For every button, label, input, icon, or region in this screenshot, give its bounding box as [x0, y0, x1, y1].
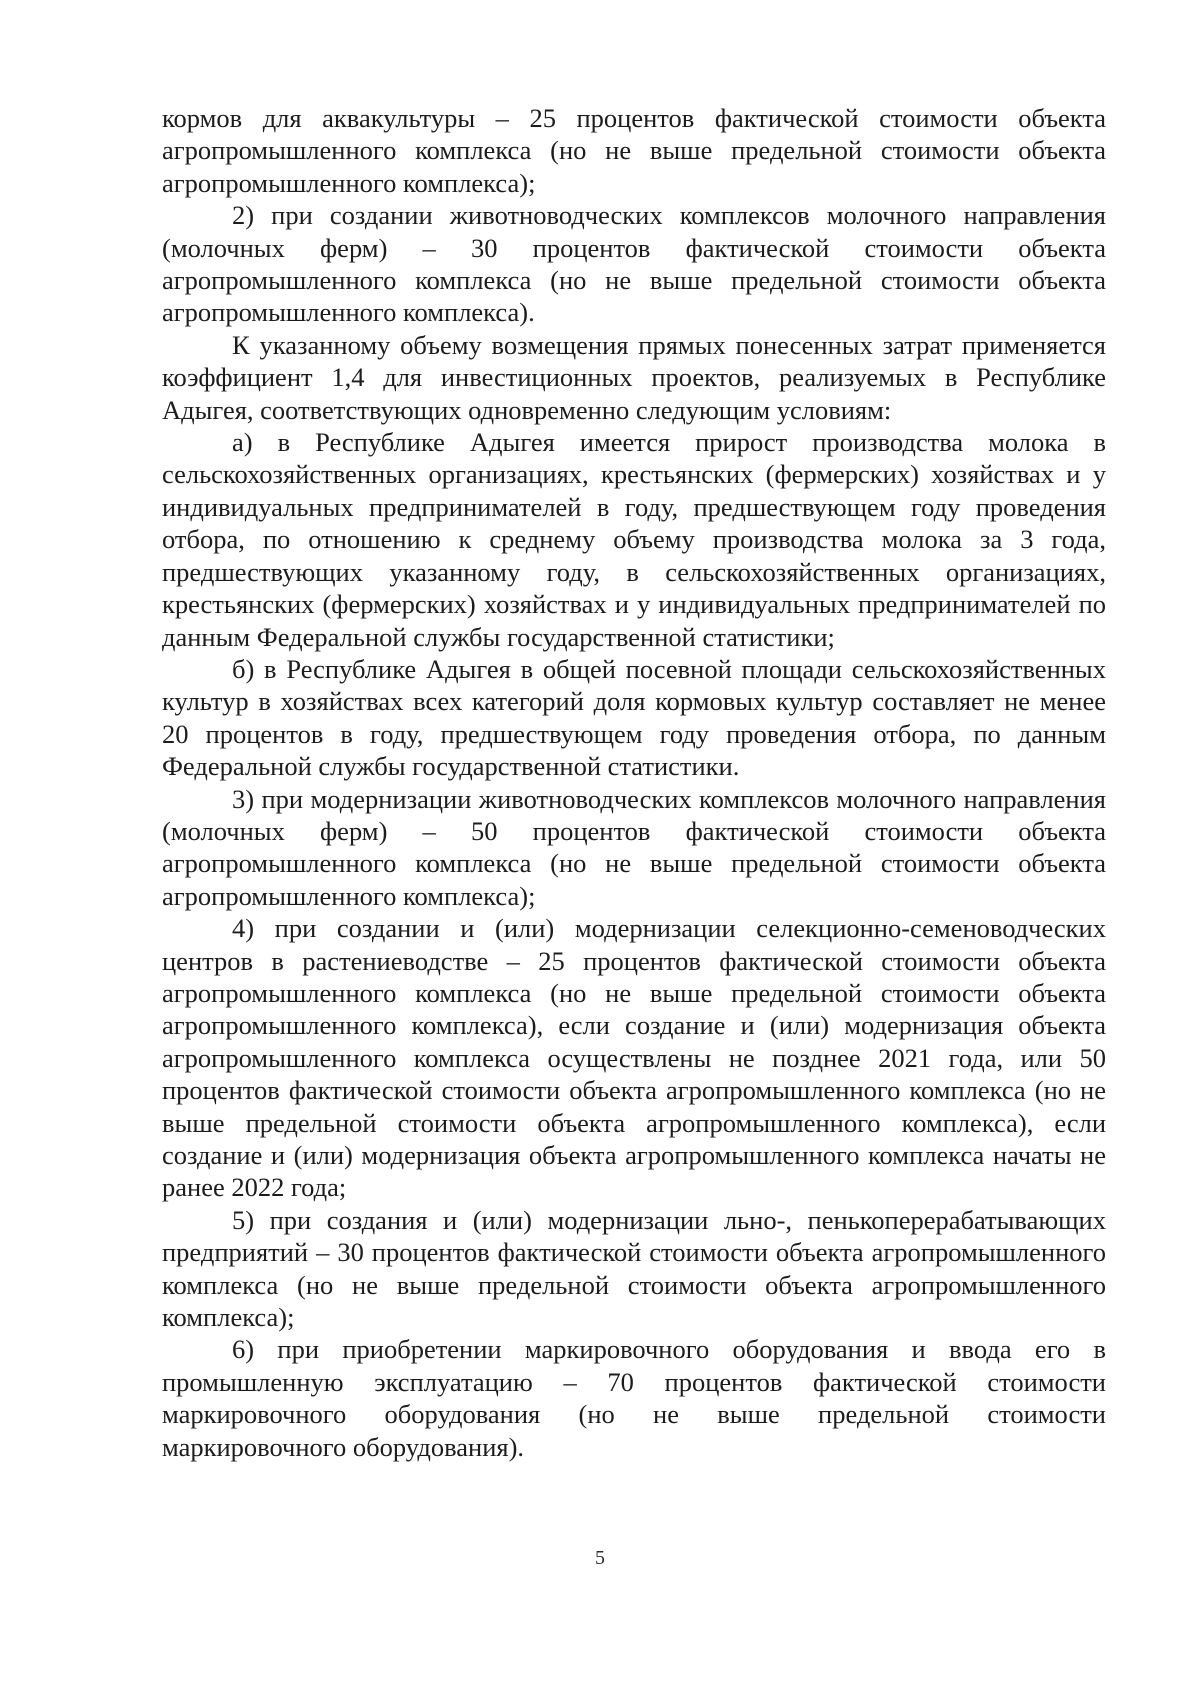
- paragraph-condition-a: а) в Республике Адыгея имеется прирост производства молока в сельскохозяйственных организациях, крестьянских (фермерских) хозяйствах и у индивидуальных предпринимателей в году, предшествующем году проведения отбора, по отношению к среднему объему производства молока за 3 года, предшествующих указанному году, в сельскохозяйственных организациях, крестьянских (фермерских) хозяйствах и у индивидуальных предпринимателей по данным Федеральной службы государственной статистики;: [162, 427, 1106, 652]
- paragraph-item-6: 6) при приобретении маркировочного оборудования и ввода его в промышленную эксплуатацию – 70 процентов фактической стоимости маркировочного оборудования (но не выше предельной стоимости маркировочного оборудования).: [162, 1334, 1106, 1462]
- paragraph-item-3: 3) при модернизации животноводческих комплексов молочного направления (молочных ферм) – 50 процентов фактической стоимости объекта агропромышленного комплекса (но не выше предельной стоимости объекта агропромышленного комплекса);: [162, 783, 1106, 911]
- paragraph-item-4: 4) при создании и (или) модернизации селекционно-семеноводческих центров в растениеводстве – 25 процентов фактической стоимости объекта агропромышленного комплекса (но не выше предельной стоимости объекта агропромышленного комплекса), если создание и (или) модернизация объекта агропромышленного комплекса осуществлены не позднее 2021 года, или 50 процентов фактической стоимости объекта агропромышленного комплекса (но не выше предельной стоимости объекта агропромышленного комплекса), если создание и (или) модернизация объекта агропромышленного комплекса начаты не ранее 2022 года;: [162, 913, 1106, 1203]
- paragraph-condition-b: б) в Республике Адыгея в общей посевной площади сельскохозяйственных культур в хозяйствах всех категорий доля кормовых культур составляет не менее 20 процентов в году, предшествующем году проведения отбора, по данным Федеральной службы государственной статистики.: [162, 653, 1106, 782]
- page-number: 5: [595, 1547, 605, 1569]
- paragraph-coefficient: К указанному объему возмещения прямых понесенных затрат применяется коэффициент 1,4 для инвестиционных проектов, реализуемых в Республике Адыгея, соответствующих одновременно следующим условиям:: [162, 329, 1106, 425]
- paragraph-item-5: 5) при создания и (или) модернизации льно-, пенькоперерабатывающих предприятий – 30 процентов фактической стоимости объекта агропромышленного комплекса (но не выше предельной стоимости объекта агропромышленного комплекса);: [162, 1204, 1106, 1333]
- document-body: [162, 102, 1106, 1463]
- paragraph-item-2: 2) при создании животноводческих комплексов молочного направления (молочных ферм) – 30 процентов фактической стоимости объекта агропромышленного комплекса (но не выше предельной стоимости объекта агропромышленного комплекса).: [162, 200, 1106, 328]
- paragraph-continuation: кормов для аквакультуры – 25 процентов фактической стоимости объекта агропромышленного комплекса (но не выше предельной стоимости объекта агропромышленного комплекса);: [162, 103, 1106, 198]
